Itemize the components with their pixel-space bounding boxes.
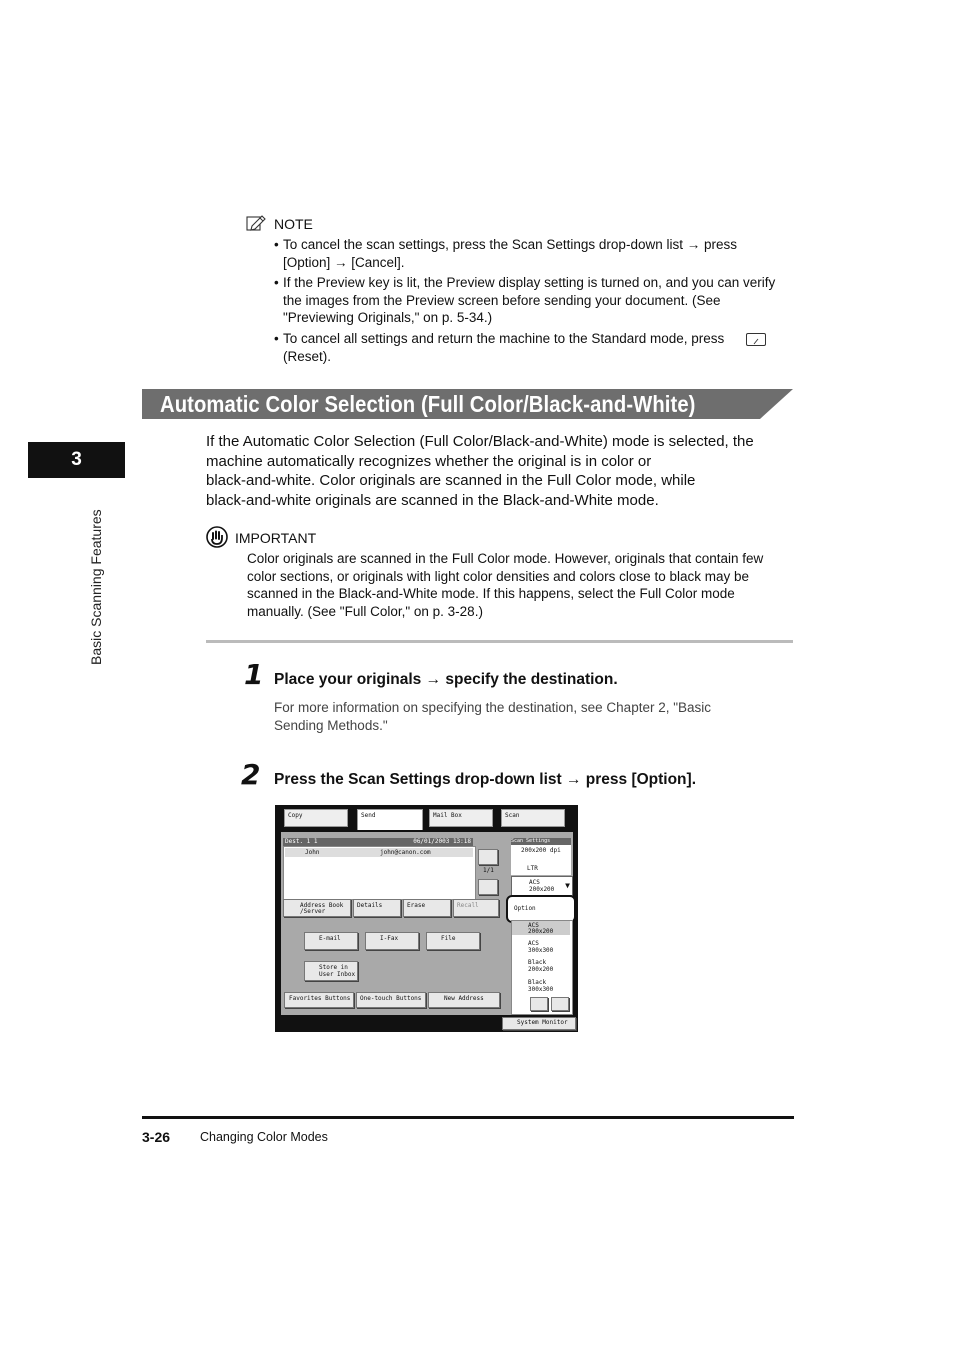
section-title: Automatic Color Selection (Full Color/Black-and-White) [160,391,696,417]
scan-settings-dropdown[interactable]: ACS 200x200 ▼ [511,876,573,896]
page-indicator: 1/1 [483,867,494,874]
intro-paragraph: If the Automatic Color Selection (Full Color/Black-and-White) mode is selected, the machine automatically recognizes whether the original is in color or black-and-white. Color originals are scanned in the Full Color mode, while black-and-white originals are scanned in the Black-and-White mode. [206,433,754,509]
footer-title: Changing Color Modes [200,1130,328,1144]
chevron-down-icon: ▼ [565,881,570,890]
note-heading: NOTE [274,216,313,232]
tab-scan[interactable]: Scan [501,809,565,827]
page-number: 3-26 [142,1129,171,1145]
device-screen [275,805,578,1032]
system-monitor-button[interactable]: System Monitor [502,1017,576,1030]
important-text: Color originals are scanned in the Full Color mode. However, originals that contain few color sections, or originals with light color densities and colors close to black may be scanned in the Black-and-White mode. If this happens, select the Full Color mode manually. (See "Full Color," on p. 3-28.) [247,551,764,619]
ifax-button[interactable]: I-Fax [365,932,419,950]
scan-settings-summary: 200x200 dpi LTR [511,845,571,875]
step-title: Press the Scan Settings drop-down list → press [Option]. [274,771,696,788]
scroll-down-button[interactable] [478,879,498,895]
step-number: 2 [241,758,261,791]
chapter-tab: 3 [28,442,125,478]
mode-item[interactable]: Black 300x300 [528,979,554,993]
divider [206,640,793,643]
address-book-button[interactable]: Address Book /Server [283,899,351,917]
note-bullet: • To cancel the scan settings, press the Scan Settings drop-down list → press [Option] → [Cancel]. [274,237,737,270]
store-in-user-inbox-button[interactable]: Store in User Inbox [304,961,358,981]
scan-settings-header: Scan Settings [511,838,571,845]
details-button[interactable]: Details [353,899,401,917]
mode-item[interactable]: ACS 300x300 [528,940,554,954]
mode-item[interactable]: Black 200x200 [528,959,554,973]
email-button[interactable]: E-mail [304,932,358,950]
step-title: Place your originals → specify the destination. [274,671,618,688]
recall-button[interactable]: Recall [453,899,499,917]
mode-item[interactable]: ACS 200x200 [512,921,570,935]
list-up-button[interactable] [551,997,569,1011]
note-icon [246,214,268,237]
destination-row[interactable]: John john@canon.com [285,848,473,857]
important-hand-icon [206,526,228,553]
new-address-tab[interactable]: New Address [428,992,500,1008]
important-heading: IMPORTANT [235,530,317,546]
file-button[interactable]: File [426,932,480,950]
tab-copy[interactable]: Copy [284,809,348,827]
tab-send[interactable]: Send [357,809,423,830]
chapter-side-label: Basic Scanning Features [88,509,104,665]
step-description: For more information on specifying the destination, see Chapter 2, "Basic Sending Methods." [274,700,712,733]
one-touch-buttons-tab[interactable]: One-touch Buttons [356,992,426,1008]
erase-button[interactable]: Erase [403,899,451,917]
list-down-button[interactable] [530,997,548,1011]
note-bullet: • To cancel all settings and return the machine to the Standard mode, press (Reset). [274,331,725,364]
dest-header: Dest. 1 1 06/01/2003 13:18 [285,838,471,845]
footer-rule [142,1116,794,1119]
note-bullet: • If the Preview key is lit, the Preview display setting is turned on, and you can verify the images from the Preview screen before sending your document. (See "Previewing Originals," on p. 5-34.) [274,275,776,325]
reset-key-icon [746,333,766,346]
scroll-up-button[interactable] [478,849,498,865]
tab-mail-box[interactable]: Mail Box [429,809,493,827]
favorites-buttons-tab[interactable]: Favorites Buttons [284,992,354,1008]
option-button[interactable]: Option [506,895,576,923]
step-number: 1 [244,658,264,691]
